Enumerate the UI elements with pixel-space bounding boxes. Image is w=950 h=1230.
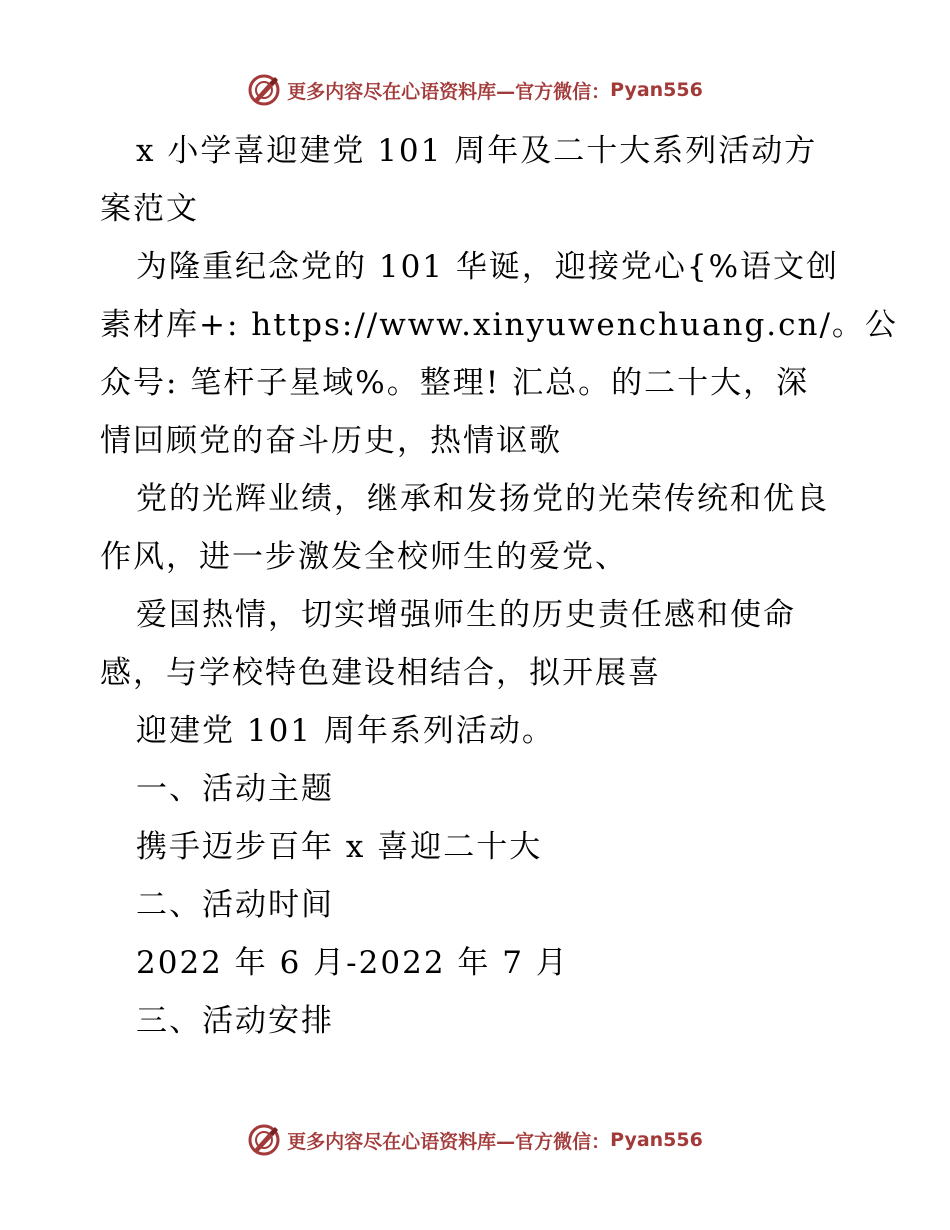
footer-banner-id: Pyan556 — [610, 1129, 703, 1151]
paragraph-line: 情回顾党的奋斗历史，热情讴歌 — [100, 423, 562, 459]
title-line-2: 案范文 — [100, 191, 199, 227]
section-heading: 三、活动安排 — [136, 1003, 334, 1039]
title-line-1: x 小学喜迎建党 101 周年及二十大系列活动方 — [136, 133, 818, 169]
paragraph-line: 为隆重纪念党的 101 华诞，迎接党心{%语文创 — [136, 249, 840, 285]
paragraph-line: 作风，进一步激发全校师生的爱党、 — [100, 539, 628, 575]
section-text: 携手迈步百年 x 喜迎二十大 — [136, 829, 543, 865]
paragraph-line: 素材库+: https://www.xinyuwenchuang.cn/。公 — [100, 307, 898, 343]
paragraph-line: 众号: 笔杆子星域%。整理! 汇总。的二十大，深 — [100, 365, 810, 401]
section-heading: 一、活动主题 — [136, 771, 334, 807]
header-banner — [0, 70, 950, 110]
header-banner-id: Pyan556 — [610, 79, 703, 101]
pen-seal-icon — [247, 1123, 281, 1157]
section-text: 2022 年 6 月-2022 年 7 月 — [136, 945, 569, 981]
paragraph-line: 感，与学校特色建设相结合，拟开展喜 — [100, 655, 661, 691]
pen-seal-icon — [247, 73, 281, 107]
section-heading: 二、活动时间 — [136, 887, 334, 923]
document-body — [100, 122, 898, 1050]
footer-banner-text: 更多内容尽在心语资料库—官方微信： — [287, 1130, 611, 1153]
paragraph-line: 爱国热情，切实增强师生的历史责任感和使命 — [136, 597, 796, 633]
paragraph-line: 党的光辉业绩，继承和发扬党的光荣传统和优良 — [136, 481, 829, 517]
header-banner-text: 更多内容尽在心语资料库—官方微信： — [287, 80, 611, 103]
paragraph-line: 迎建党 101 周年系列活动。 — [136, 713, 555, 749]
footer-banner — [0, 1120, 950, 1160]
